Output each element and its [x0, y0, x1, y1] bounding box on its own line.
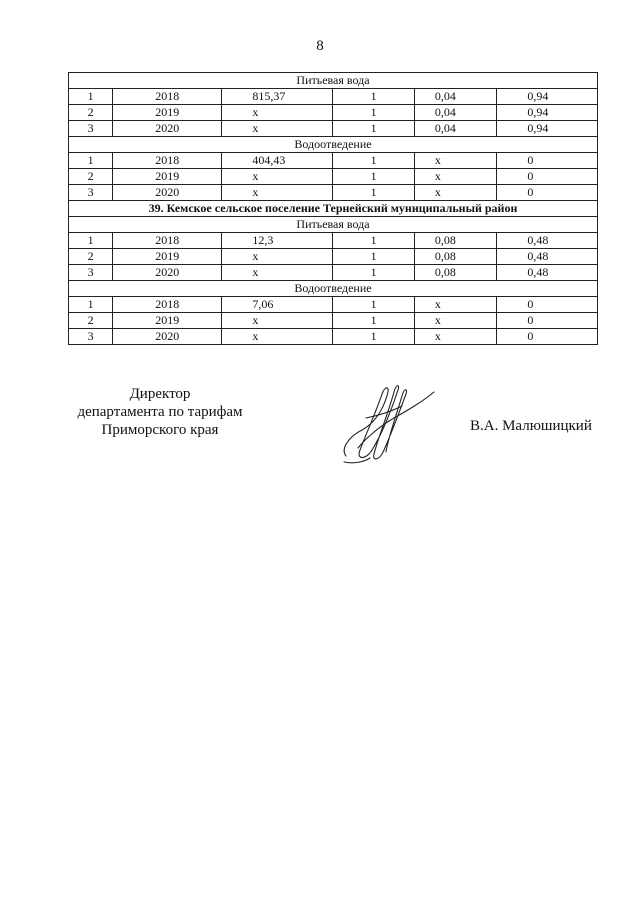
cell-tariff-value: x [222, 105, 333, 121]
cell-index: 1 [333, 265, 414, 281]
cell-tariff-value: x [222, 265, 333, 281]
cell-index: 1 [333, 233, 414, 249]
cell-year: 2019 [113, 169, 222, 185]
cell-row-number: 3 [69, 121, 113, 137]
cell-tariff-value: 7,06 [222, 297, 333, 313]
cell-coefficient: 0 [497, 313, 598, 329]
cell-row-number: 3 [69, 329, 113, 345]
cell-coefficient: 0,48 [497, 265, 598, 281]
cell-index: 1 [333, 329, 414, 345]
signatory-title [60, 385, 260, 439]
cell-rate: x [414, 329, 496, 345]
section-header-row [69, 73, 598, 89]
signatory-title-line3: Приморского края [101, 422, 219, 438]
cell-index: 1 [333, 89, 414, 105]
cell-year: 2018 [113, 153, 222, 169]
cell-rate: x [414, 169, 496, 185]
settlement-heading-row [69, 201, 598, 217]
tariff-table [68, 72, 598, 345]
cell-year: 2020 [113, 329, 222, 345]
cell-tariff-value: 815,37 [222, 89, 333, 105]
table-row [69, 313, 598, 329]
cell-index: 1 [333, 185, 414, 201]
cell-index: 1 [333, 105, 414, 121]
cell-row-number: 1 [69, 153, 113, 169]
cell-index: 1 [333, 297, 414, 313]
table-row [69, 297, 598, 313]
cell-year: 2019 [113, 249, 222, 265]
cell-rate: 0,08 [414, 265, 496, 281]
section-header: Водоотведение [69, 137, 598, 153]
cell-year: 2018 [113, 89, 222, 105]
section-header: Водоотведение [69, 281, 598, 297]
signatory-title-line1: Директор [129, 386, 191, 402]
table-row [69, 185, 598, 201]
cell-rate: 0,04 [414, 89, 496, 105]
cell-tariff-value: 404,43 [222, 153, 333, 169]
cell-tariff-value: x [222, 313, 333, 329]
cell-index: 1 [333, 249, 414, 265]
cell-year: 2018 [113, 297, 222, 313]
cell-year: 2019 [113, 313, 222, 329]
cell-row-number: 2 [69, 313, 113, 329]
cell-rate: x [414, 297, 496, 313]
cell-coefficient: 0 [497, 153, 598, 169]
cell-year: 2020 [113, 121, 222, 137]
cell-rate: 0,08 [414, 249, 496, 265]
cell-coefficient: 0 [497, 185, 598, 201]
cell-year: 2019 [113, 105, 222, 121]
cell-year: 2020 [113, 265, 222, 281]
table-row [69, 329, 598, 345]
cell-rate: x [414, 313, 496, 329]
cell-tariff-value: x [222, 185, 333, 201]
settlement-heading: 39. Кемское сельское поселение Тернейский муниципальный район [69, 201, 598, 217]
section-header: Питьевая вода [69, 217, 598, 233]
cell-index: 1 [333, 169, 414, 185]
cell-rate: 0,08 [414, 233, 496, 249]
handwritten-signature [336, 378, 440, 468]
signatory-title-line2: департамента по тарифам [77, 404, 243, 420]
section-header-row [69, 137, 598, 153]
cell-year: 2018 [113, 233, 222, 249]
cell-row-number: 2 [69, 249, 113, 265]
cell-coefficient: 0,94 [497, 105, 598, 121]
table-row [69, 249, 598, 265]
signer-name: В.А. Малюшицкий [470, 418, 592, 434]
table-row [69, 265, 598, 281]
table-row [69, 121, 598, 137]
cell-index: 1 [333, 121, 414, 137]
table-row [69, 169, 598, 185]
cell-coefficient: 0 [497, 329, 598, 345]
cell-index: 1 [333, 313, 414, 329]
cell-row-number: 3 [69, 265, 113, 281]
cell-coefficient: 0 [497, 169, 598, 185]
cell-rate: x [414, 153, 496, 169]
table-row [69, 89, 598, 105]
cell-row-number: 1 [69, 297, 113, 313]
cell-tariff-value: 12,3 [222, 233, 333, 249]
cell-coefficient: 0,94 [497, 121, 598, 137]
table-row [69, 233, 598, 249]
cell-tariff-value: x [222, 249, 333, 265]
cell-row-number: 1 [69, 89, 113, 105]
cell-row-number: 3 [69, 185, 113, 201]
cell-tariff-value: x [222, 121, 333, 137]
cell-rate: x [414, 185, 496, 201]
cell-row-number: 1 [69, 233, 113, 249]
cell-coefficient: 0,48 [497, 233, 598, 249]
cell-rate: 0,04 [414, 105, 496, 121]
cell-year: 2020 [113, 185, 222, 201]
cell-coefficient: 0,48 [497, 249, 598, 265]
section-header-row [69, 217, 598, 233]
page-number: 8 [316, 38, 324, 54]
cell-tariff-value: x [222, 329, 333, 345]
table-row [69, 153, 598, 169]
cell-row-number: 2 [69, 169, 113, 185]
cell-tariff-value: x [222, 169, 333, 185]
tariff-table-body [69, 73, 598, 345]
table-row [69, 105, 598, 121]
section-header-row [69, 281, 598, 297]
section-header: Питьевая вода [69, 73, 598, 89]
cell-row-number: 2 [69, 105, 113, 121]
cell-rate: 0,04 [414, 121, 496, 137]
cell-index: 1 [333, 153, 414, 169]
cell-coefficient: 0 [497, 297, 598, 313]
cell-coefficient: 0,94 [497, 89, 598, 105]
